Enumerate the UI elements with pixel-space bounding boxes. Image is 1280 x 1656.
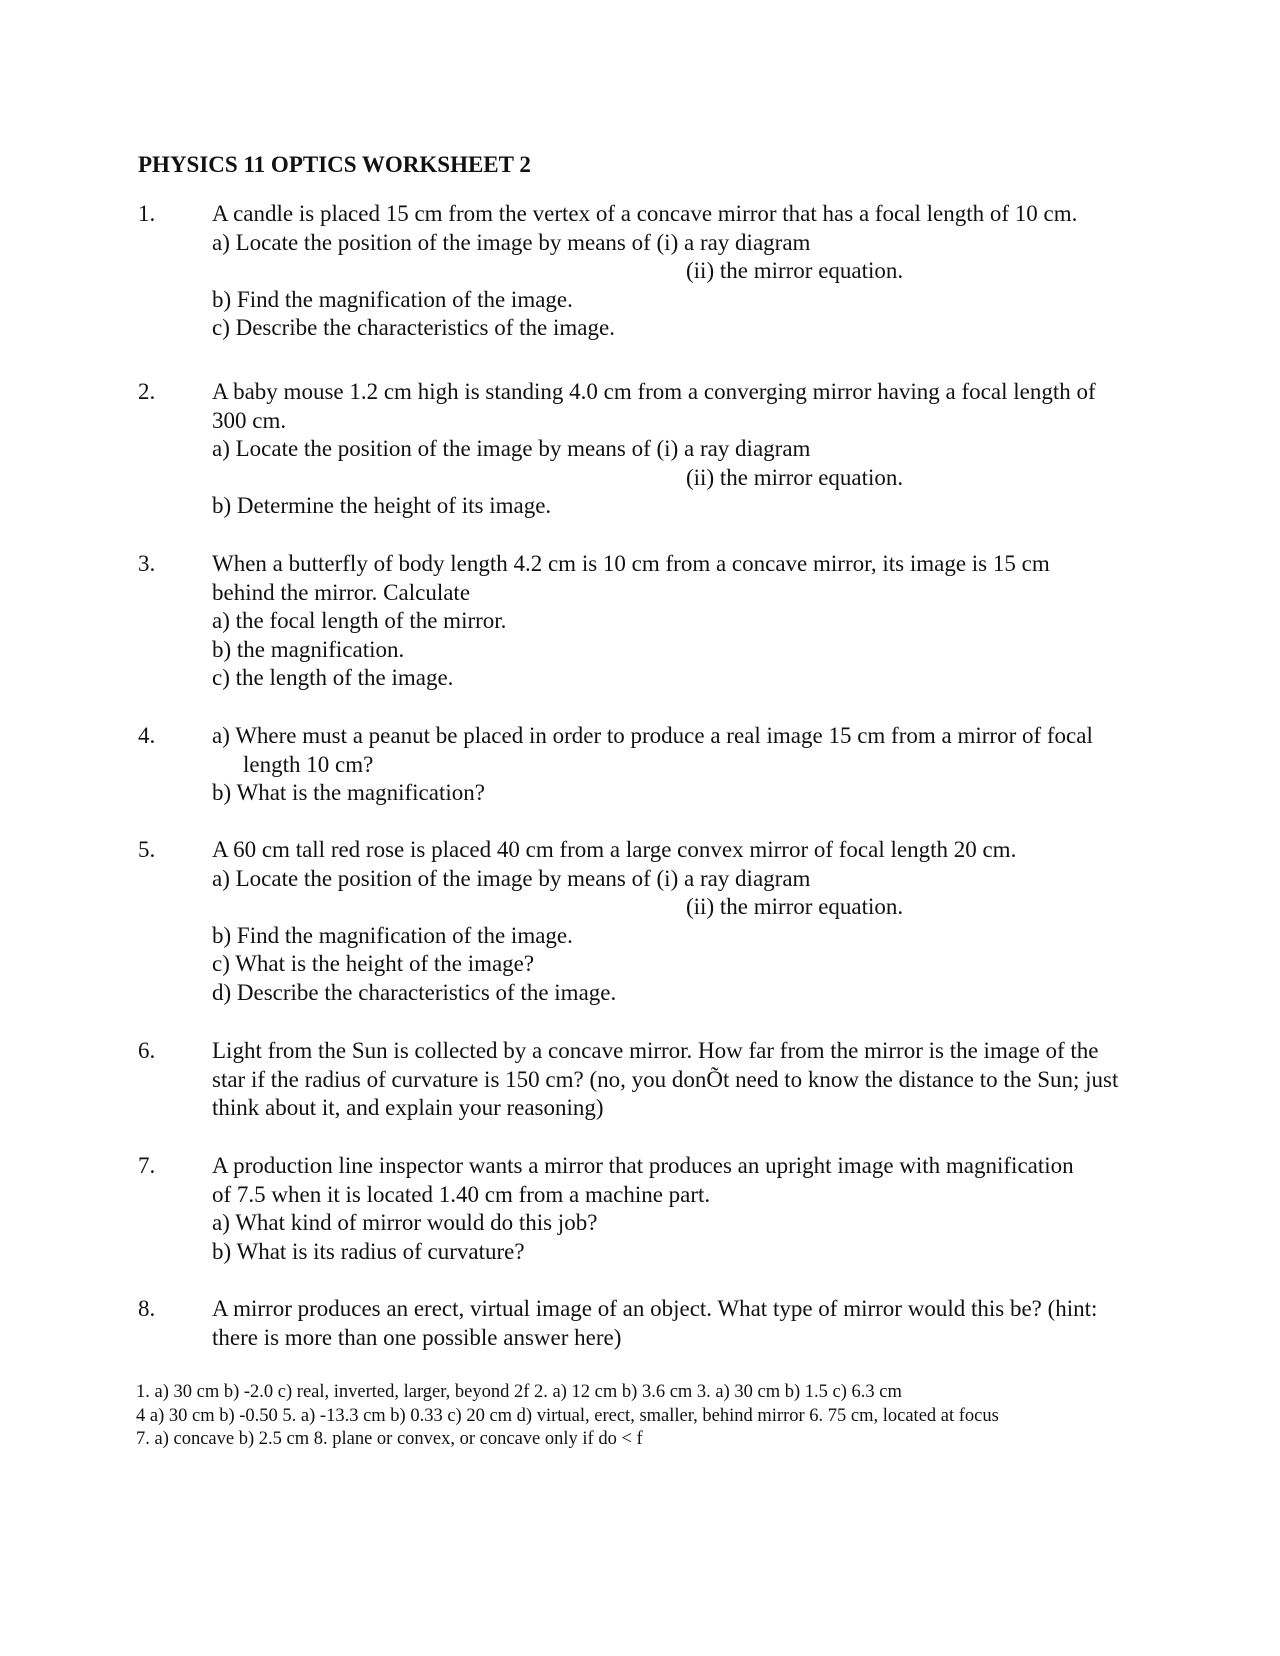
question-number: 5.	[138, 837, 156, 862]
question-line: behind the mirror. Calculate	[212, 579, 471, 605]
question-line: A production line inspector wants a mirror that produces an upright image with magnification	[212, 1153, 1074, 1178]
question-line: think about it, and explain your reasoning)	[212, 1095, 604, 1120]
question-line: a) Locate the position of the image by means of (i) a ray diagram	[212, 865, 811, 891]
question-line: A baby mouse 1.2 cm high is standing 4.0 cm from a converging mirror having a focal length of	[212, 379, 1096, 404]
question-body	[212, 1152, 1202, 1266]
answer-key	[136, 1381, 1246, 1452]
question-line: When a butterfly of body length 4.2 cm is 10 cm from a concave mirror, its image is 15 cm	[212, 551, 1050, 576]
question-line: A 60 cm tall red rose is placed 40 cm from a large convex mirror of focal length 20 cm.	[212, 837, 1017, 862]
question-line: there is more than one possible answer here)	[212, 1324, 622, 1350]
question-line: (ii) the mirror equation.	[686, 258, 904, 283]
question-line: c) What is the height of the image?	[212, 951, 535, 976]
question-line: a) Where must a peanut be placed in order to produce a real image 15 cm from a mirror of focal	[212, 723, 1093, 748]
question-line: length 10 cm?	[243, 751, 374, 777]
question-line: b) the magnification.	[212, 636, 405, 662]
question-number: 2.	[138, 379, 156, 404]
question-body	[212, 722, 1202, 808]
question-body	[212, 1295, 1202, 1352]
question-line: c) the length of the image.	[212, 665, 454, 690]
question-line: b) What is its radius of curvature?	[212, 1238, 525, 1264]
question-line: Light from the Sun is collected by a concave mirror. How far from the mirror is the image of the	[212, 1038, 1099, 1063]
question-number: 7.	[138, 1153, 156, 1178]
question-line: d) Describe the characteristics of the image.	[212, 979, 617, 1005]
answer-line: 1. a) 30 cm b) -2.0 c) real, inverted, larger, beyond 2f 2. a) 12 cm b) 3.6 cm 3. a) 30 cm b) 1.5 c) 6.3 cm	[136, 1382, 902, 1402]
question-number: 4.	[138, 723, 156, 748]
question-body	[212, 550, 1202, 693]
question-number: 6.	[138, 1038, 156, 1063]
question-body	[212, 1037, 1222, 1123]
question-number: 8.	[138, 1296, 156, 1321]
question-line: (ii) the mirror equation.	[686, 464, 904, 490]
question-body	[212, 378, 1202, 521]
question-body	[212, 200, 1202, 343]
question-line: b) What is the magnification?	[212, 780, 485, 805]
question-number: 3.	[138, 551, 156, 576]
answer-line: 7. a) concave b) 2.5 cm 8. plane or convex, or concave only if do < f	[136, 1429, 643, 1449]
question-line: b) Find the magnification of the image.	[212, 286, 573, 312]
question-body	[212, 836, 1202, 1007]
question-line: a) the focal length of the mirror.	[212, 608, 507, 633]
question-line: a) Locate the position of the image by means of (i) a ray diagram	[212, 436, 811, 461]
question-number: 1.	[138, 201, 156, 226]
question-line: star if the radius of curvature is 150 cm? (no, you donÕt need to know the distance to the Sun; just	[212, 1066, 1119, 1092]
answer-line: 4 a) 30 cm b) -0.50 5. a) -13.3 cm b) 0.33 c) 20 cm d) virtual, erect, smaller, behind mirror 6. 75 cm, located at focus	[136, 1405, 999, 1426]
question-line: c) Describe the characteristics of the image.	[212, 315, 615, 340]
question-line: a) What kind of mirror would do this job?	[212, 1210, 598, 1235]
question-line: a) Locate the position of the image by means of (i) a ray diagram	[212, 229, 811, 255]
question-line: 300 cm.	[212, 407, 287, 433]
question-line: A mirror produces an erect, virtual image of an object. What type of mirror would this be? (hint:	[212, 1296, 1098, 1321]
question-line: A candle is placed 15 cm from the vertex of a concave mirror that has a focal length of 10 cm.	[212, 201, 1078, 226]
question-line: of 7.5 when it is located 1.40 cm from a machine part.	[212, 1181, 711, 1207]
page-title: PHYSICS 11 OPTICS WORKSHEET 2	[138, 152, 531, 177]
question-line: (ii) the mirror equation.	[686, 894, 904, 919]
question-line: b) Determine the height of its image.	[212, 493, 552, 518]
question-line: b) Find the magnification of the image.	[212, 922, 573, 948]
